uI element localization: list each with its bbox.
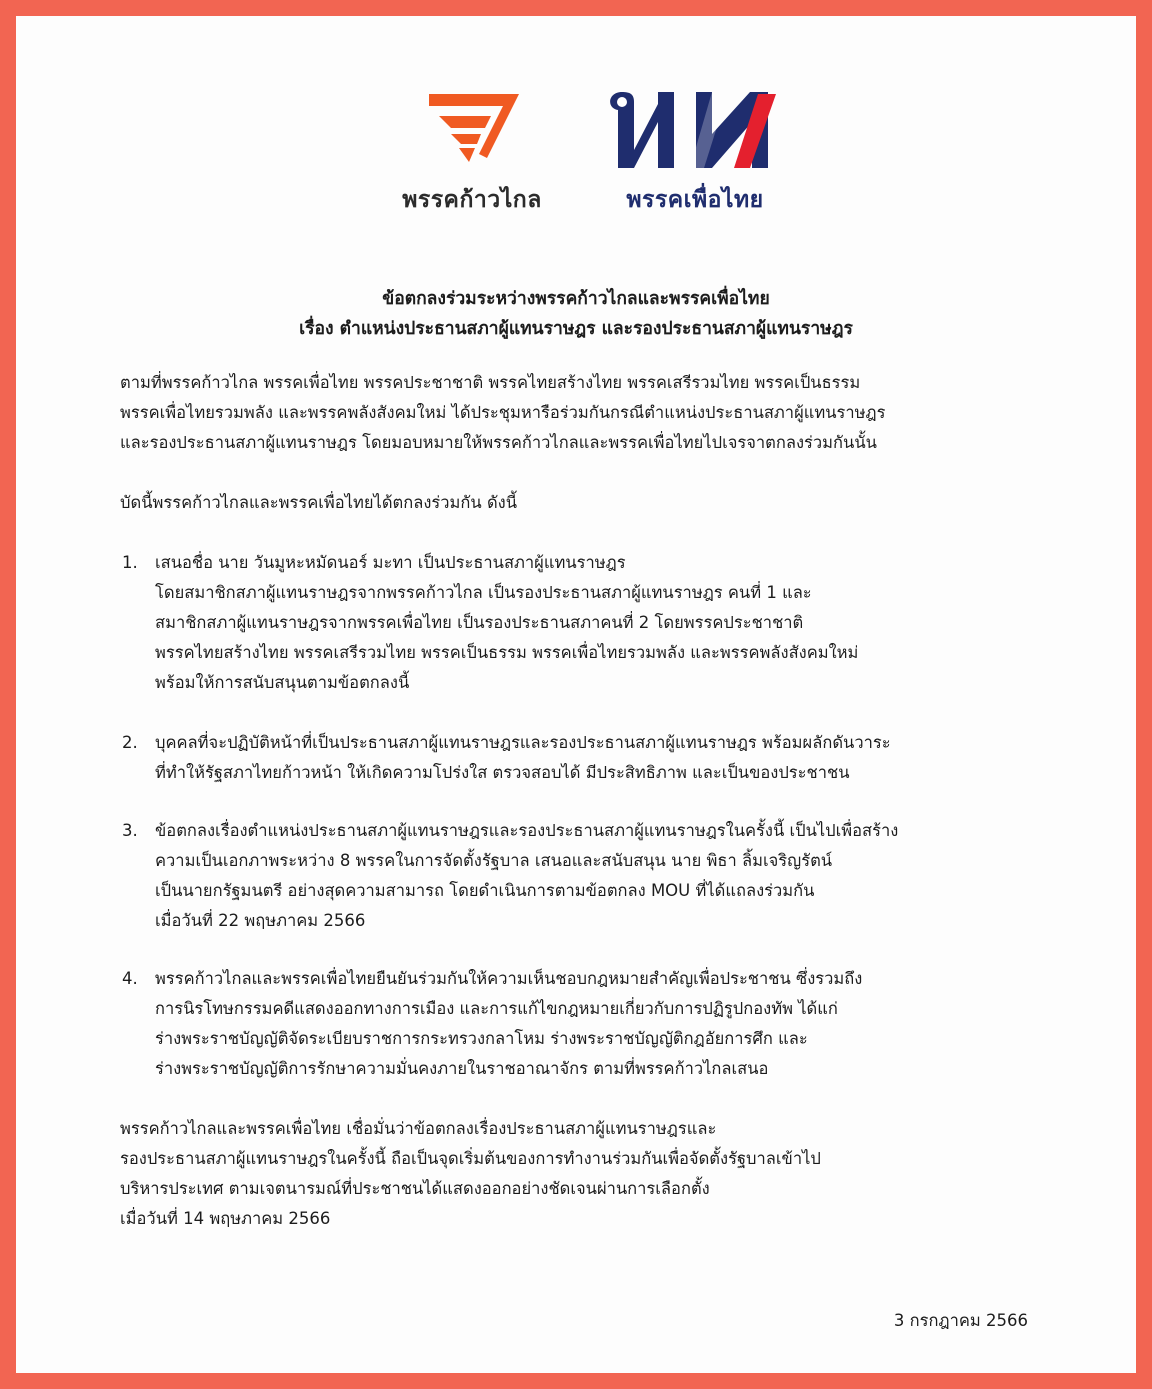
closing-paragraph: พรรคก้าวไกลและพรรคเพื่อไทย เชื่อมั่นว่าข้อตกลงเรื่องประธานสภาผู้แทนราษฎรและ รองประธานสภาผู้แทนราษฎรในครั้งนี้ ถือเป็นจุดเริ่มต้นของการทำงานร่วมกันเพื่อจัดตั้งรัฐบาลเข้าไป บริหารประเทศ ตามเจตนารมณ์ที่ประชาชนได้แสดงออกอย่างชัดเจนผ่านการเลือกตั้ง เมื่อวันที่ 14 พฤษภาคม 2566 — [120, 1119, 821, 1228]
move-forward-logo — [372, 76, 572, 218]
pheu-thai-logo — [600, 82, 790, 218]
move-forward-caption: พรรคก้าวไกล — [402, 187, 542, 213]
item-number: 2. — [122, 733, 138, 752]
item-number: 4. — [122, 969, 138, 988]
item-text: บุคคลที่จะปฏิบัติหน้าที่เป็นประธานสภาผู้แทนราษฎรและรองประธานสภาผู้แทนราษฎร พร้อมผลักดันวาระ ที่ทำให้รัฐสภาไทยก้าวหน้า ให้เกิดความโปร่งใส ตรวจสอบได้ มีประสิทธิภาพ และเป็นของประชาชน — [155, 733, 891, 782]
item-text: เสนอชื่อ นาย วันมูหะหมัดนอร์ มะทา เป็นประธานสภาผู้แทนราษฎร โดยสมาชิกสภาผู้แทนราษฎรจากพรรคก้าวไกล เป็นรองประธานสภาผู้แทนราษฎร คนที่ 1 และ สมาชิกสภาผู้แทนราษฎรจากพรรคเพื่อไทย เป็นรองประธานสภาคนที่ 2 โดยพรรคประชาชาติ พรรคไทยสร้างไทย พรรคเสรีรวมไทย พรรคเป็นธรรม พรรคเพื่อไทยรวมพลัง และพรรคพลังสังคมใหม่ พร้อมให้การสนับสนุนตามข้อตกลงนี้ — [155, 553, 859, 692]
document-subtitle: เรื่อง ตำแหน่งประธานสภาผู้แทนราษฎร และรองประธานสภาผู้แทนราษฎร — [299, 319, 853, 339]
document-title: ข้อตกลงร่วมระหว่างพรรคก้าวไกลและพรรคเพื่อไทย — [382, 289, 770, 309]
intro-paragraph: ตามที่พรรคก้าวไกล พรรคเพื่อไทย พรรคประชาชาติ พรรคไทยสร้างไทย พรรคเสรีรวมไทย พรรคเป็นธรรม พรรคเพื่อไทยรวมพลัง และพรรคพลังสังคมใหม่ ได้ประชุมหารือร่วมกันกรณีตำแหน่งประธานสภาผู้แทนราษฎร และรองประธานสภาผู้แทนราษฎร โดยมอบหมายให้พรรคก้าวไกลและพรรคเพื่อไทยไปเจรจาตกลงร่วมกันนั้น — [120, 373, 886, 452]
item-number: 1. — [122, 553, 138, 572]
item-number: 3. — [122, 821, 138, 840]
item-text: ข้อตกลงเรื่องตำแหน่งประธานสภาผู้แทนราษฎรและรองประธานสภาผู้แทนราษฎรในครั้งนี้ เป็นไปเพื่อสร้าง ความเป็นเอกภาพระหว่าง 8 พรรคในการจัดตั้งรัฐบาล เสนอและสนับสนุน นาย พิธา ลิ้มเจริญรัตน์ เป็นนายกรัฐมนตรี อย่างสุดความสามารถ โดยดำเนินการตามข้อตกลง MOU ที่ได้แถลงร่วมกัน เมื่อวันที่ 22 พฤษภาคม 2566 — [155, 821, 899, 930]
document-date: 3 กรกฎาคม 2566 — [893, 1311, 1028, 1330]
item-text: พรรคก้าวไกลและพรรคเพื่อไทยยืนยันร่วมกันให้ความเห็นชอบกฎหมายสำคัญเพื่อประชาชน ซึ่งรวมถึง การนิรโทษกรรมคดีแสดงออกทางการเมือง และการแก้ไขกฎหมายเกี่ยวกับการปฏิรูปกองทัพ ได้แก่ ร่างพระราชบัญญัติจัดระเบียบราชการกระทรวงกลาโหม ร่างพระราชบัญญัติกฎอัยการศึก และ ร่างพระราชบัญญัติการรักษาความมั่นคงภายในราชอาณาจักร ตามที่พรรคก้าวไกลเสนอ — [155, 969, 863, 1078]
lead-sentence: บัดนี้พรรคก้าวไกลและพรรคเพื่อไทยได้ตกลงร่วมกัน ดังนี้ — [120, 493, 517, 512]
pheu-thai-monogram-icon — [600, 82, 790, 178]
move-forward-emblem-icon — [372, 76, 572, 176]
pheu-thai-caption: พรรคเพื่อไทย — [626, 187, 764, 213]
party-logos — [16, 16, 1136, 236]
